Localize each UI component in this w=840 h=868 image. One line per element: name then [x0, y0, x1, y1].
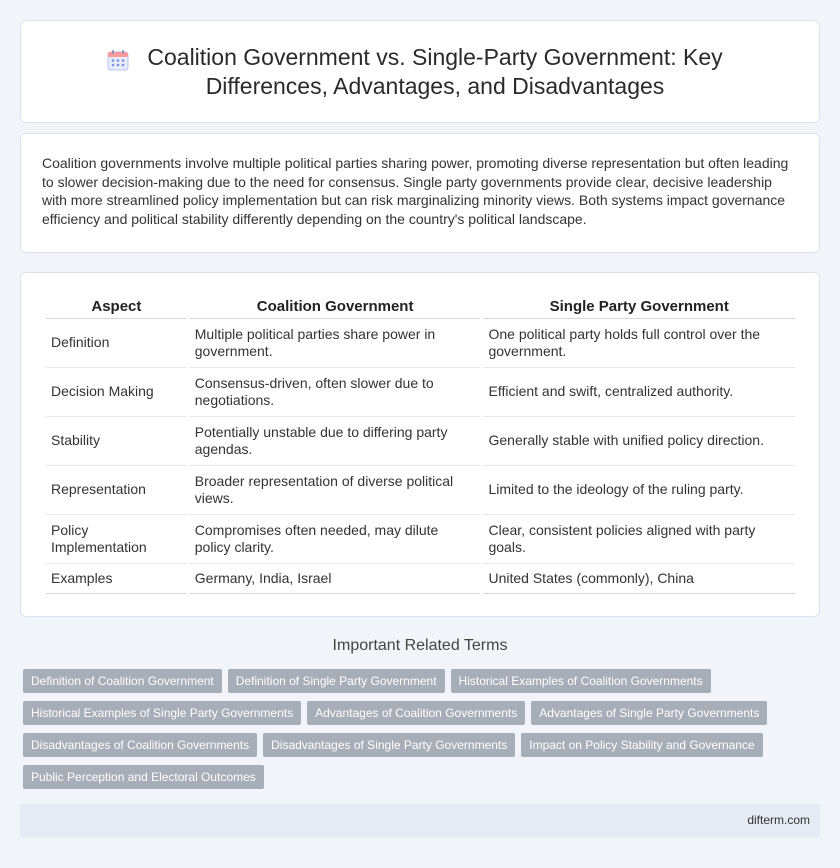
related-term-tag[interactable]: Impact on Policy Stability and Governance — [521, 733, 762, 757]
row-aspect: Examples — [46, 564, 187, 594]
related-term-tag[interactable]: Public Perception and Electoral Outcomes — [23, 765, 264, 789]
table-row — [46, 515, 795, 564]
header-single-party: Single Party Government — [483, 295, 795, 319]
table-row — [46, 368, 795, 417]
title-wrap — [21, 21, 819, 122]
related-term-tag[interactable]: Historical Examples of Single Party Governments — [23, 701, 301, 725]
row-aspect: Stability — [46, 417, 187, 466]
related-term-tag[interactable]: Historical Examples of Coalition Governments — [451, 669, 711, 693]
table-row — [46, 564, 795, 594]
related-term-tag[interactable]: Advantages of Single Party Governments — [531, 701, 767, 725]
table-row — [46, 466, 795, 515]
table-row — [46, 319, 795, 368]
related-terms-list — [23, 669, 803, 797]
row-aspect: Policy Implementation — [46, 515, 187, 564]
header-coalition: Coalition Government — [190, 295, 481, 319]
intro-paragraph: Coalition governments involve multiple political parties sharing power, promoting diverse representation but often leading to slower decision-making due to the need for consensus. Single party governments provide clear, decisive leadership with more streamlined policy implementation but can risk marginalizing minority views. Both systems impact governance efficiency and political stability differently depending on the country's political landscape. — [42, 155, 789, 227]
related-term-tag[interactable]: Disadvantages of Coalition Governments — [23, 733, 257, 757]
row-coalition: Consensus-driven, often slower due to negotiations. — [190, 368, 481, 417]
tag-row — [23, 701, 803, 725]
row-single-party: United States (commonly), China — [483, 564, 795, 594]
page-title: Coalition Government vs. Single-Party Government: Key Differences, Advantages, and Disadvantages — [147, 43, 723, 99]
row-coalition: Potentially unstable due to differing party agendas. — [190, 417, 481, 466]
comparison-table — [43, 295, 798, 594]
row-single-party: One political party holds full control over the government. — [483, 319, 795, 368]
related-term-tag[interactable]: Advantages of Coalition Governments — [307, 701, 525, 725]
row-aspect: Decision Making — [46, 368, 187, 417]
row-coalition: Multiple political parties share power in government. — [190, 319, 481, 368]
related-terms-heading: Important Related Terms — [332, 637, 508, 654]
row-coalition: Compromises often needed, may dilute policy clarity. — [190, 515, 481, 564]
footer — [20, 804, 820, 837]
tag-row — [23, 669, 803, 693]
footer-site-link[interactable]: difterm.com — [747, 813, 810, 827]
row-coalition: Broader representation of diverse political views. — [190, 466, 481, 515]
row-aspect: Definition — [46, 319, 187, 368]
row-aspect: Representation — [46, 466, 187, 515]
tag-row — [23, 765, 803, 789]
title-card — [20, 20, 820, 123]
related-term-tag[interactable]: Definition of Coalition Government — [23, 669, 222, 693]
intro-card — [20, 133, 820, 253]
related-term-tag[interactable]: Definition of Single Party Government — [228, 669, 445, 693]
row-single-party: Limited to the ideology of the ruling party. — [483, 466, 795, 515]
tag-row — [23, 733, 803, 757]
row-single-party: Generally stable with unified policy direction. — [483, 417, 795, 466]
comparison-card — [20, 272, 820, 617]
row-coalition: Germany, India, Israel — [190, 564, 481, 594]
table-header-row — [46, 295, 795, 319]
related-term-tag[interactable]: Disadvantages of Single Party Governments — [263, 733, 515, 757]
row-single-party: Clear, consistent policies aligned with party goals. — [483, 515, 795, 564]
row-single-party: Efficient and swift, centralized authority. — [483, 368, 795, 417]
table-row — [46, 417, 795, 466]
header-aspect: Aspect — [46, 295, 187, 319]
